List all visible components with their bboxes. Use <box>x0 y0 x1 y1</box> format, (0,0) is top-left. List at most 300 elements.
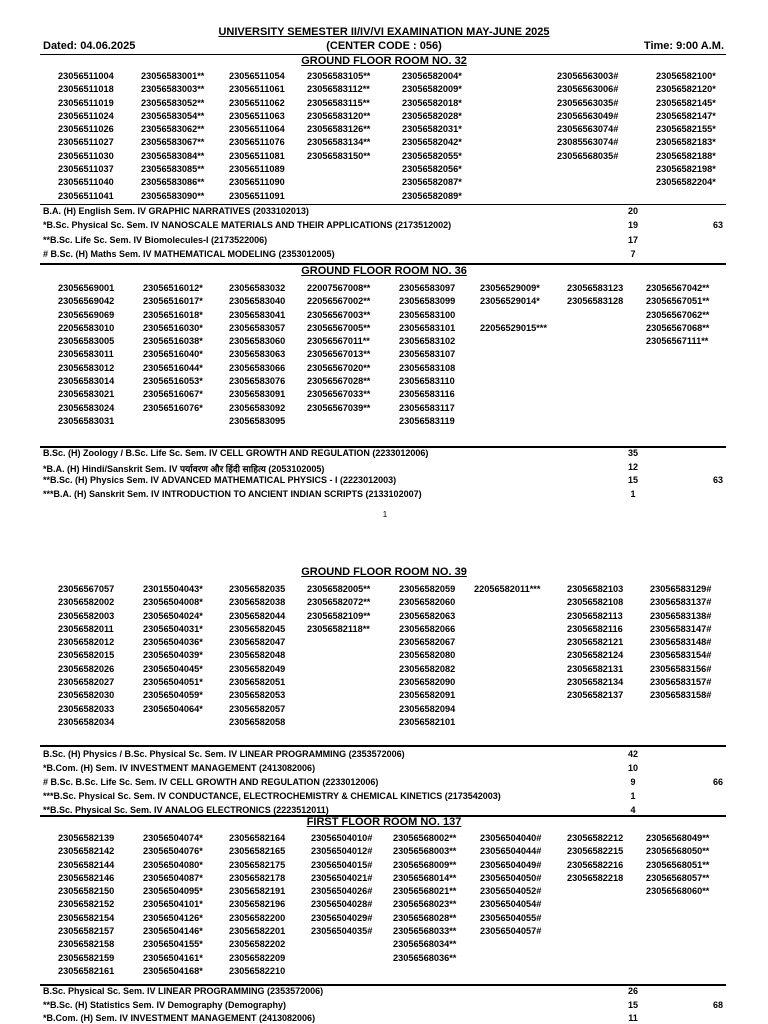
subject-count: 4 <box>630 804 636 815</box>
roll-number: 23056529009* <box>480 283 540 293</box>
roll-number: 23056583040 <box>229 296 286 307</box>
roll-column <box>143 282 203 415</box>
roll-number: 23056567033** <box>307 389 371 400</box>
roll-column <box>58 583 114 729</box>
roll-number: 23056504029# <box>311 912 373 923</box>
roll-number: 23056567003** <box>307 309 371 320</box>
roll-number-grid <box>0 282 768 432</box>
subject-line: B.A. (H) English Sem. IV GRAPHIC NARRATIVES (2033102013) <box>43 206 309 216</box>
roll-number: 23056504045* <box>143 663 203 674</box>
roll-number: 23056583090** <box>141 190 205 201</box>
roll-column <box>480 282 547 335</box>
roll-number: 23056511019 <box>58 97 114 108</box>
roll-number: 23056582033 <box>58 703 115 714</box>
subject-count: 12 <box>627 461 638 472</box>
roll-number: 23056582175 <box>229 859 286 870</box>
roll-number: 23056582212 <box>567 833 624 843</box>
roll-number: 23056582002 <box>58 597 115 608</box>
roll-number: 23056582066 <box>399 623 456 634</box>
roll-number: 23056583126** <box>307 124 371 135</box>
roll-number: 23056504052# <box>480 886 542 897</box>
roll-number: 23056583001** <box>141 71 205 81</box>
roll-number: 23056583108 <box>399 362 456 373</box>
roll-number: 23056567013** <box>307 349 371 360</box>
roll-number: 23056582150 <box>58 886 115 897</box>
roll-column <box>141 70 204 203</box>
roll-number: 23056583120** <box>307 110 371 121</box>
roll-number: 23056582053 <box>229 690 286 701</box>
roll-number: 23056569042 <box>58 296 115 307</box>
roll-column <box>307 70 370 163</box>
roll-number: 23056511090 <box>229 177 285 188</box>
roll-number-grid <box>0 832 768 982</box>
roll-column <box>399 583 455 729</box>
roll-column <box>307 282 370 415</box>
roll-number: 23056582218 <box>567 872 624 883</box>
subject-count: 1 <box>630 488 636 499</box>
subject-count: 11 <box>628 1013 638 1024</box>
roll-number: 23056504050# <box>480 872 542 883</box>
roll-number: 23056529014* <box>480 296 540 307</box>
roll-number: 23056516017* <box>143 296 203 307</box>
roll-number: 23056504076* <box>143 846 203 857</box>
roll-number: 23056504040# <box>480 833 542 843</box>
roll-number: 23056582072** <box>307 597 371 608</box>
subject-count: 15 <box>627 475 638 486</box>
roll-number: 23056582057 <box>229 703 286 714</box>
roll-number: 23056582035 <box>229 584 286 594</box>
roll-number: 23056568060** <box>646 886 710 897</box>
roll-number: 23056504155* <box>143 939 203 950</box>
roll-number: 23056504074* <box>143 833 203 843</box>
roll-number: 23056582202 <box>229 939 286 950</box>
roll-column <box>567 832 623 885</box>
roll-number: 23056582145* <box>656 97 716 108</box>
roll-number: 23056583097 <box>399 283 456 293</box>
roll-number: 23056567011** <box>307 336 370 347</box>
roll-number: 23056582161 <box>58 965 115 976</box>
roll-number: 23056582005** <box>307 584 371 594</box>
roll-number: 23056582124 <box>567 650 624 661</box>
roll-number: 23015504043* <box>143 584 203 594</box>
subject-count: 15 <box>627 999 638 1010</box>
roll-number: 23056582026 <box>58 663 115 674</box>
subject-line: **B.Sc. Life Sc. Sem. IV Biomolecules-I (2173522006) <box>43 234 268 245</box>
subject-line: # B.Sc. B.Sc. Life Sc. Sem. IV CELL GROWTH AND REGULATION (2233012006) <box>43 776 379 787</box>
divider <box>40 204 726 205</box>
roll-number: 23056516030* <box>143 322 203 333</box>
roll-column <box>143 832 203 978</box>
roll-number: 23056583101 <box>399 322 456 333</box>
roll-number: 23056511030 <box>58 150 114 161</box>
exam-title: UNIVERSITY SEMESTER II/IV/VI EXAMINATION MAY-JUNE 2025 <box>218 26 550 38</box>
roll-number: 23056504010# <box>311 833 373 843</box>
roll-number: 23056582210 <box>229 965 286 976</box>
roll-number: 23056567020** <box>307 362 371 373</box>
roll-number: 23056583100 <box>399 309 456 320</box>
roll-number: 23056504036* <box>143 637 203 648</box>
roll-number: 23056504024* <box>143 610 203 621</box>
roll-number: 23056582055* <box>402 150 462 161</box>
roll-number: 23056568034** <box>393 939 457 950</box>
subject-line: # B.Sc. (H) Maths Sem. IV MATHEMATICAL MODELING (2353012005) <box>43 248 335 259</box>
roll-number: 23056583021 <box>58 389 115 400</box>
roll-number: 23056583158# <box>650 690 712 701</box>
roll-number: 23056582067 <box>399 637 456 648</box>
subject-line: *B.A. (H) Hindi/Sanskrit Sem. IV पर्यावरण और हिंदी साहित्य (2053102005) <box>43 463 325 474</box>
roll-number: 23056511018 <box>58 84 114 95</box>
roll-number: 23056582049 <box>229 663 286 674</box>
roll-number: 23056563049# <box>557 110 619 121</box>
roll-number: 23056583117 <box>399 402 455 413</box>
roll-number: 23056568009** <box>393 859 457 870</box>
roll-column <box>646 832 709 898</box>
subject-line: ***B.A. (H) Sanskrit Sem. IV INTRODUCTION TO ANCIENT INDIAN SCRIPTS (2133102007) <box>43 488 422 499</box>
subject-count: 35 <box>627 448 638 458</box>
subject-line: ***B.Sc. Physical Sc. Sem. IV CONDUCTANCE, ELECTROCHEMISTRY & CHEMICAL KINETICS (2173542003) <box>43 790 501 801</box>
roll-number: 23056583086** <box>141 177 205 188</box>
roll-number: 23056582027 <box>58 677 115 688</box>
roll-number: 23056583102 <box>399 336 456 347</box>
roll-number: 23056568002** <box>393 833 457 843</box>
roll-column <box>307 583 370 636</box>
roll-number: 22056583010 <box>58 322 115 333</box>
roll-number: 23056568028** <box>393 912 457 923</box>
roll-number: 23056511024 <box>58 110 114 121</box>
roll-number: 23056583052** <box>141 97 205 108</box>
roll-number: 23056583129# <box>650 584 712 594</box>
roll-number: 23056583110 <box>399 376 455 387</box>
roll-number: 23056504051* <box>143 677 203 688</box>
subject-count: 20 <box>627 206 638 216</box>
roll-column <box>143 583 203 716</box>
roll-number: 23056582028* <box>402 110 462 121</box>
roll-number: 23056583099 <box>399 296 456 307</box>
roll-number: 23056582082 <box>399 663 456 674</box>
roll-number: 23056504012# <box>311 846 373 857</box>
roll-number: 23056582100* <box>656 71 716 81</box>
subject-count: 7 <box>630 248 636 259</box>
roll-number: 23056511063 <box>229 110 285 121</box>
room-total: 66 <box>712 776 723 787</box>
roll-number: 23056567062** <box>646 309 710 320</box>
roll-number: 23056582003 <box>58 610 115 621</box>
roll-column <box>402 70 462 203</box>
roll-number: 23056504095* <box>143 886 203 897</box>
roll-number: 23056568033** <box>393 926 457 937</box>
roll-number: 23056582048 <box>229 650 286 661</box>
roll-number: 23056583067** <box>141 137 205 148</box>
roll-number: 23056567005** <box>307 322 371 333</box>
roll-number: 23056583012 <box>58 362 115 373</box>
roll-number: 23056504054# <box>480 899 542 910</box>
roll-number: 22056582011*** <box>474 584 541 594</box>
subject-count: 42 <box>627 749 638 759</box>
roll-number: 23056504044# <box>480 846 542 857</box>
roll-number: 23056511026 <box>58 124 114 135</box>
roll-number: 23056583062** <box>141 124 205 135</box>
roll-number: 23056582094 <box>399 703 456 714</box>
roll-number: 23056583157# <box>650 677 712 688</box>
roll-number: 23056511037 <box>58 164 114 175</box>
roll-number: 23056583057 <box>229 322 286 333</box>
roll-number: 23056567028** <box>307 376 371 387</box>
roll-number: 23056582157 <box>58 926 115 937</box>
roll-column <box>650 583 711 703</box>
roll-number: 23056582146 <box>58 872 115 883</box>
roll-number: 23056568036** <box>393 952 457 963</box>
roll-number: 23056582131 <box>567 663 624 674</box>
roll-number: 23056582011 <box>58 623 114 634</box>
roll-number: 23056516076* <box>143 402 203 413</box>
roll-number: 23056583092 <box>229 402 286 413</box>
roll-number: 23056567051** <box>646 296 710 307</box>
roll-number: 22007567008** <box>307 283 371 293</box>
roll-number <box>480 309 547 322</box>
roll-number: 23056582196 <box>229 899 286 910</box>
roll-number: 23056582009* <box>402 84 462 95</box>
roll-number: 23056582209 <box>229 952 286 963</box>
roll-number: 23056583024 <box>58 402 115 413</box>
roll-number: 23056582034 <box>58 716 115 727</box>
roll-number: 23056582191 <box>229 886 286 897</box>
roll-number: 23056511061 <box>229 84 285 95</box>
roll-column <box>480 832 541 938</box>
roll-number: 23056563006# <box>557 84 619 95</box>
roll-column <box>474 583 540 596</box>
roll-number: 23056583147# <box>650 623 712 634</box>
roll-number: 23056582103 <box>567 584 624 594</box>
roll-number: 23056583137# <box>650 597 712 608</box>
roll-number: 23056563035# <box>557 97 619 108</box>
roll-number: 23056582201 <box>229 926 286 937</box>
roll-number: 23056583154# <box>650 650 712 661</box>
roll-column <box>229 832 285 978</box>
roll-number-grid <box>0 70 768 204</box>
roll-number: 23056583148# <box>650 637 712 648</box>
roll-number: 23056568050** <box>646 846 710 857</box>
roll-number: 23056568003** <box>393 846 457 857</box>
subject-line: *B.Sc. Physical Sc. Sem. IV NANOSCALE MATERIALS AND THEIR APPLICATIONS (2173512002) <box>43 220 452 231</box>
roll-number: 23056511062 <box>229 97 285 108</box>
roll-number: 23056582058 <box>229 716 286 727</box>
roll-column <box>393 832 456 965</box>
roll-number: 23056583076 <box>229 376 286 387</box>
roll-number: 23056504059* <box>143 690 203 701</box>
roll-column <box>399 282 455 428</box>
roll-number: 23056567042** <box>646 283 710 293</box>
room-total: 63 <box>712 220 723 231</box>
roll-number: 23056568014** <box>393 872 457 883</box>
center-code: (CENTER CODE : 056) <box>326 40 442 52</box>
roll-number: 23056583031 <box>58 415 115 426</box>
roll-number: 23056516053* <box>143 376 203 387</box>
roll-number: 23056583066 <box>229 362 286 373</box>
roll-number: 23056582109** <box>307 610 371 621</box>
roll-number: 23056582059 <box>399 584 456 594</box>
roll-number: 23056504168* <box>143 965 203 976</box>
subject-line: *B.Com. (H) Sem. IV INVESTMENT MANAGEMENT (2413082006) <box>43 762 316 773</box>
subject-line: B.Sc. Physical Sc. Sem. IV LINEAR PROGRAMMING (2353572006) <box>43 986 324 996</box>
roll-number: 23056582060 <box>399 597 456 608</box>
roll-number: 23056504126* <box>143 912 203 923</box>
roll-number: 23056582031* <box>402 124 462 135</box>
roll-number: 23056504087* <box>143 872 203 883</box>
roll-number: 23056582038 <box>229 597 286 608</box>
roll-number: 23056583085** <box>141 164 205 175</box>
roll-number: 23056516040* <box>143 349 203 360</box>
roll-number: 23056511089 <box>229 164 285 175</box>
roll-number: 23056504146* <box>143 926 203 937</box>
roll-number: 23056583011 <box>58 349 114 360</box>
subject-count: 1 <box>630 790 636 801</box>
room-total: 68 <box>712 999 723 1010</box>
roll-column <box>567 282 623 309</box>
roll-number: 23056568021** <box>393 886 457 897</box>
roll-number: 23056583014 <box>58 376 115 387</box>
room-title: GROUND FLOOR ROOM NO. 32 <box>301 55 467 67</box>
roll-number: 22056567002** <box>307 296 371 307</box>
roll-number: 23056504057# <box>480 926 542 937</box>
roll-number: 23056511091 <box>229 190 285 201</box>
roll-number: 23056516018* <box>143 309 203 320</box>
roll-number: 23056582045 <box>229 623 286 634</box>
roll-number: 23056582090 <box>399 677 456 688</box>
roll-number: 23056583107 <box>399 349 456 360</box>
roll-number: 23056504161* <box>143 952 203 963</box>
roll-number: 23056583105** <box>307 71 371 81</box>
roll-number: 23056568057** <box>646 872 710 883</box>
page-number: 1 <box>382 510 388 519</box>
roll-number: 23056582113 <box>567 610 623 621</box>
roll-number: 23056583003** <box>141 84 205 95</box>
roll-number: 23056583060 <box>229 336 286 347</box>
roll-number: 23056583134** <box>307 137 371 148</box>
roll-column <box>58 832 114 978</box>
subject-line: *B.Com. (H) Sem. IV INVESTMENT MANAGEMENT (2413082006) <box>43 1013 316 1024</box>
subject-count: 9 <box>630 776 636 787</box>
roll-number: 23056583138# <box>650 610 712 621</box>
roll-number: 23056569001 <box>58 283 115 293</box>
roll-number: 23056582142 <box>58 846 115 857</box>
roll-column <box>58 282 114 428</box>
roll-number: 23056582137 <box>567 690 624 701</box>
roll-number: 23056511004 <box>58 71 114 81</box>
roll-number: 23056582198* <box>656 164 716 175</box>
room-total: 63 <box>712 475 723 486</box>
roll-number: 23056569069 <box>58 309 115 320</box>
roll-number: 23056568049** <box>646 833 710 843</box>
roll-number: 23056504055# <box>480 912 542 923</box>
roll-number: 23056563074# <box>557 124 619 135</box>
roll-number: 23056582204* <box>656 177 716 188</box>
roll-number: 23056582121 <box>567 637 624 648</box>
room-title: GROUND FLOOR ROOM NO. 36 <box>301 265 467 277</box>
room-title: FIRST FLOOR ROOM NO. 137 <box>306 816 462 828</box>
roll-number: 23056583032 <box>229 283 286 293</box>
roll-number: 23056511076 <box>229 137 285 148</box>
subject-line: **B.Sc. (H) Statistics Sem. IV Demography (Demography) <box>43 999 287 1010</box>
roll-number: 23056563003# <box>557 71 619 81</box>
roll-column <box>656 70 716 190</box>
roll-column <box>58 70 114 203</box>
roll-number: 23056504080* <box>143 859 203 870</box>
roll-number: 23056582063 <box>399 610 456 621</box>
roll-number: 23056504015# <box>311 859 373 870</box>
roll-number: 23056582101 <box>399 716 456 727</box>
roll-number: 23056504021# <box>311 872 373 883</box>
roll-number: 23056582004* <box>402 71 462 81</box>
roll-number: 23056582012 <box>58 637 115 648</box>
roll-number: 23056582188* <box>656 150 716 161</box>
roll-number: 23056582215 <box>567 846 624 857</box>
roll-number: 23056582047 <box>229 637 286 648</box>
roll-number: 23056504008* <box>143 597 203 608</box>
roll-number: 23056583095 <box>229 415 286 426</box>
roll-number: 23056582044 <box>229 610 286 621</box>
subject-count: 10 <box>627 762 638 773</box>
roll-number: 23056582134 <box>567 677 624 688</box>
roll-number: 23056582139 <box>58 833 115 843</box>
roll-number: 23056582015 <box>58 650 115 661</box>
roll-number: 23056582051 <box>229 677 286 688</box>
roll-number: 23056582118** <box>307 623 370 634</box>
roll-number: 23056567068** <box>646 322 710 333</box>
roll-number: 23056582200 <box>229 912 286 923</box>
roll-number: 23056504049# <box>480 859 542 870</box>
roll-number: 23056511041 <box>58 190 114 201</box>
roll-number: 23056516067* <box>143 389 203 400</box>
roll-number: 23056511054 <box>229 71 285 81</box>
roll-number: 23056504039* <box>143 650 203 661</box>
roll-number: 23056583128 <box>567 296 624 307</box>
roll-number: 23056582080 <box>399 650 456 661</box>
roll-number: 23085563074# <box>557 137 619 148</box>
dated-label: Dated: 04.06.2025 <box>43 40 136 52</box>
roll-number: 23056583091 <box>229 389 286 400</box>
roll-number: 23056582120* <box>656 84 716 95</box>
roll-number: 23056582108 <box>567 597 624 608</box>
roll-number: 23056583150** <box>307 150 371 161</box>
roll-number: 23056511081 <box>229 150 285 161</box>
roll-number: 23056504035# <box>311 926 373 937</box>
roll-number: 23056568035# <box>557 150 619 161</box>
roll-number: 23056583084** <box>141 150 205 161</box>
roll-number: 23056516012* <box>143 283 203 293</box>
subject-line: B.Sc. (H) Zoology / B.Sc. Life Sc. Sem. IV CELL GROWTH AND REGULATION (2233012006) <box>43 448 429 458</box>
roll-column <box>311 832 372 938</box>
roll-column <box>557 70 618 163</box>
roll-number: 23056582042* <box>402 137 462 148</box>
roll-number: 23056583116 <box>399 389 455 400</box>
roll-number: 23056582159 <box>58 952 115 963</box>
subject-count: 26 <box>627 986 638 996</box>
roll-number: 23056583156# <box>650 663 712 674</box>
roll-number: 23056567039** <box>307 402 371 413</box>
roll-number: 23056582056* <box>402 164 462 175</box>
roll-number: 23056582030 <box>58 690 115 701</box>
roll-number: 23056582183* <box>656 137 716 148</box>
roll-number: 23056582147* <box>656 110 716 121</box>
roll-number: 23056583054** <box>141 110 205 121</box>
subject-count: 19 <box>627 220 638 231</box>
roll-number: 23056568023** <box>393 899 457 910</box>
roll-number: 23056582116 <box>567 623 623 634</box>
roll-number: 23056582018* <box>402 97 462 108</box>
roll-number: 23056583063 <box>229 349 286 360</box>
roll-number: 23056582216 <box>567 859 624 870</box>
roll-column <box>229 583 285 729</box>
